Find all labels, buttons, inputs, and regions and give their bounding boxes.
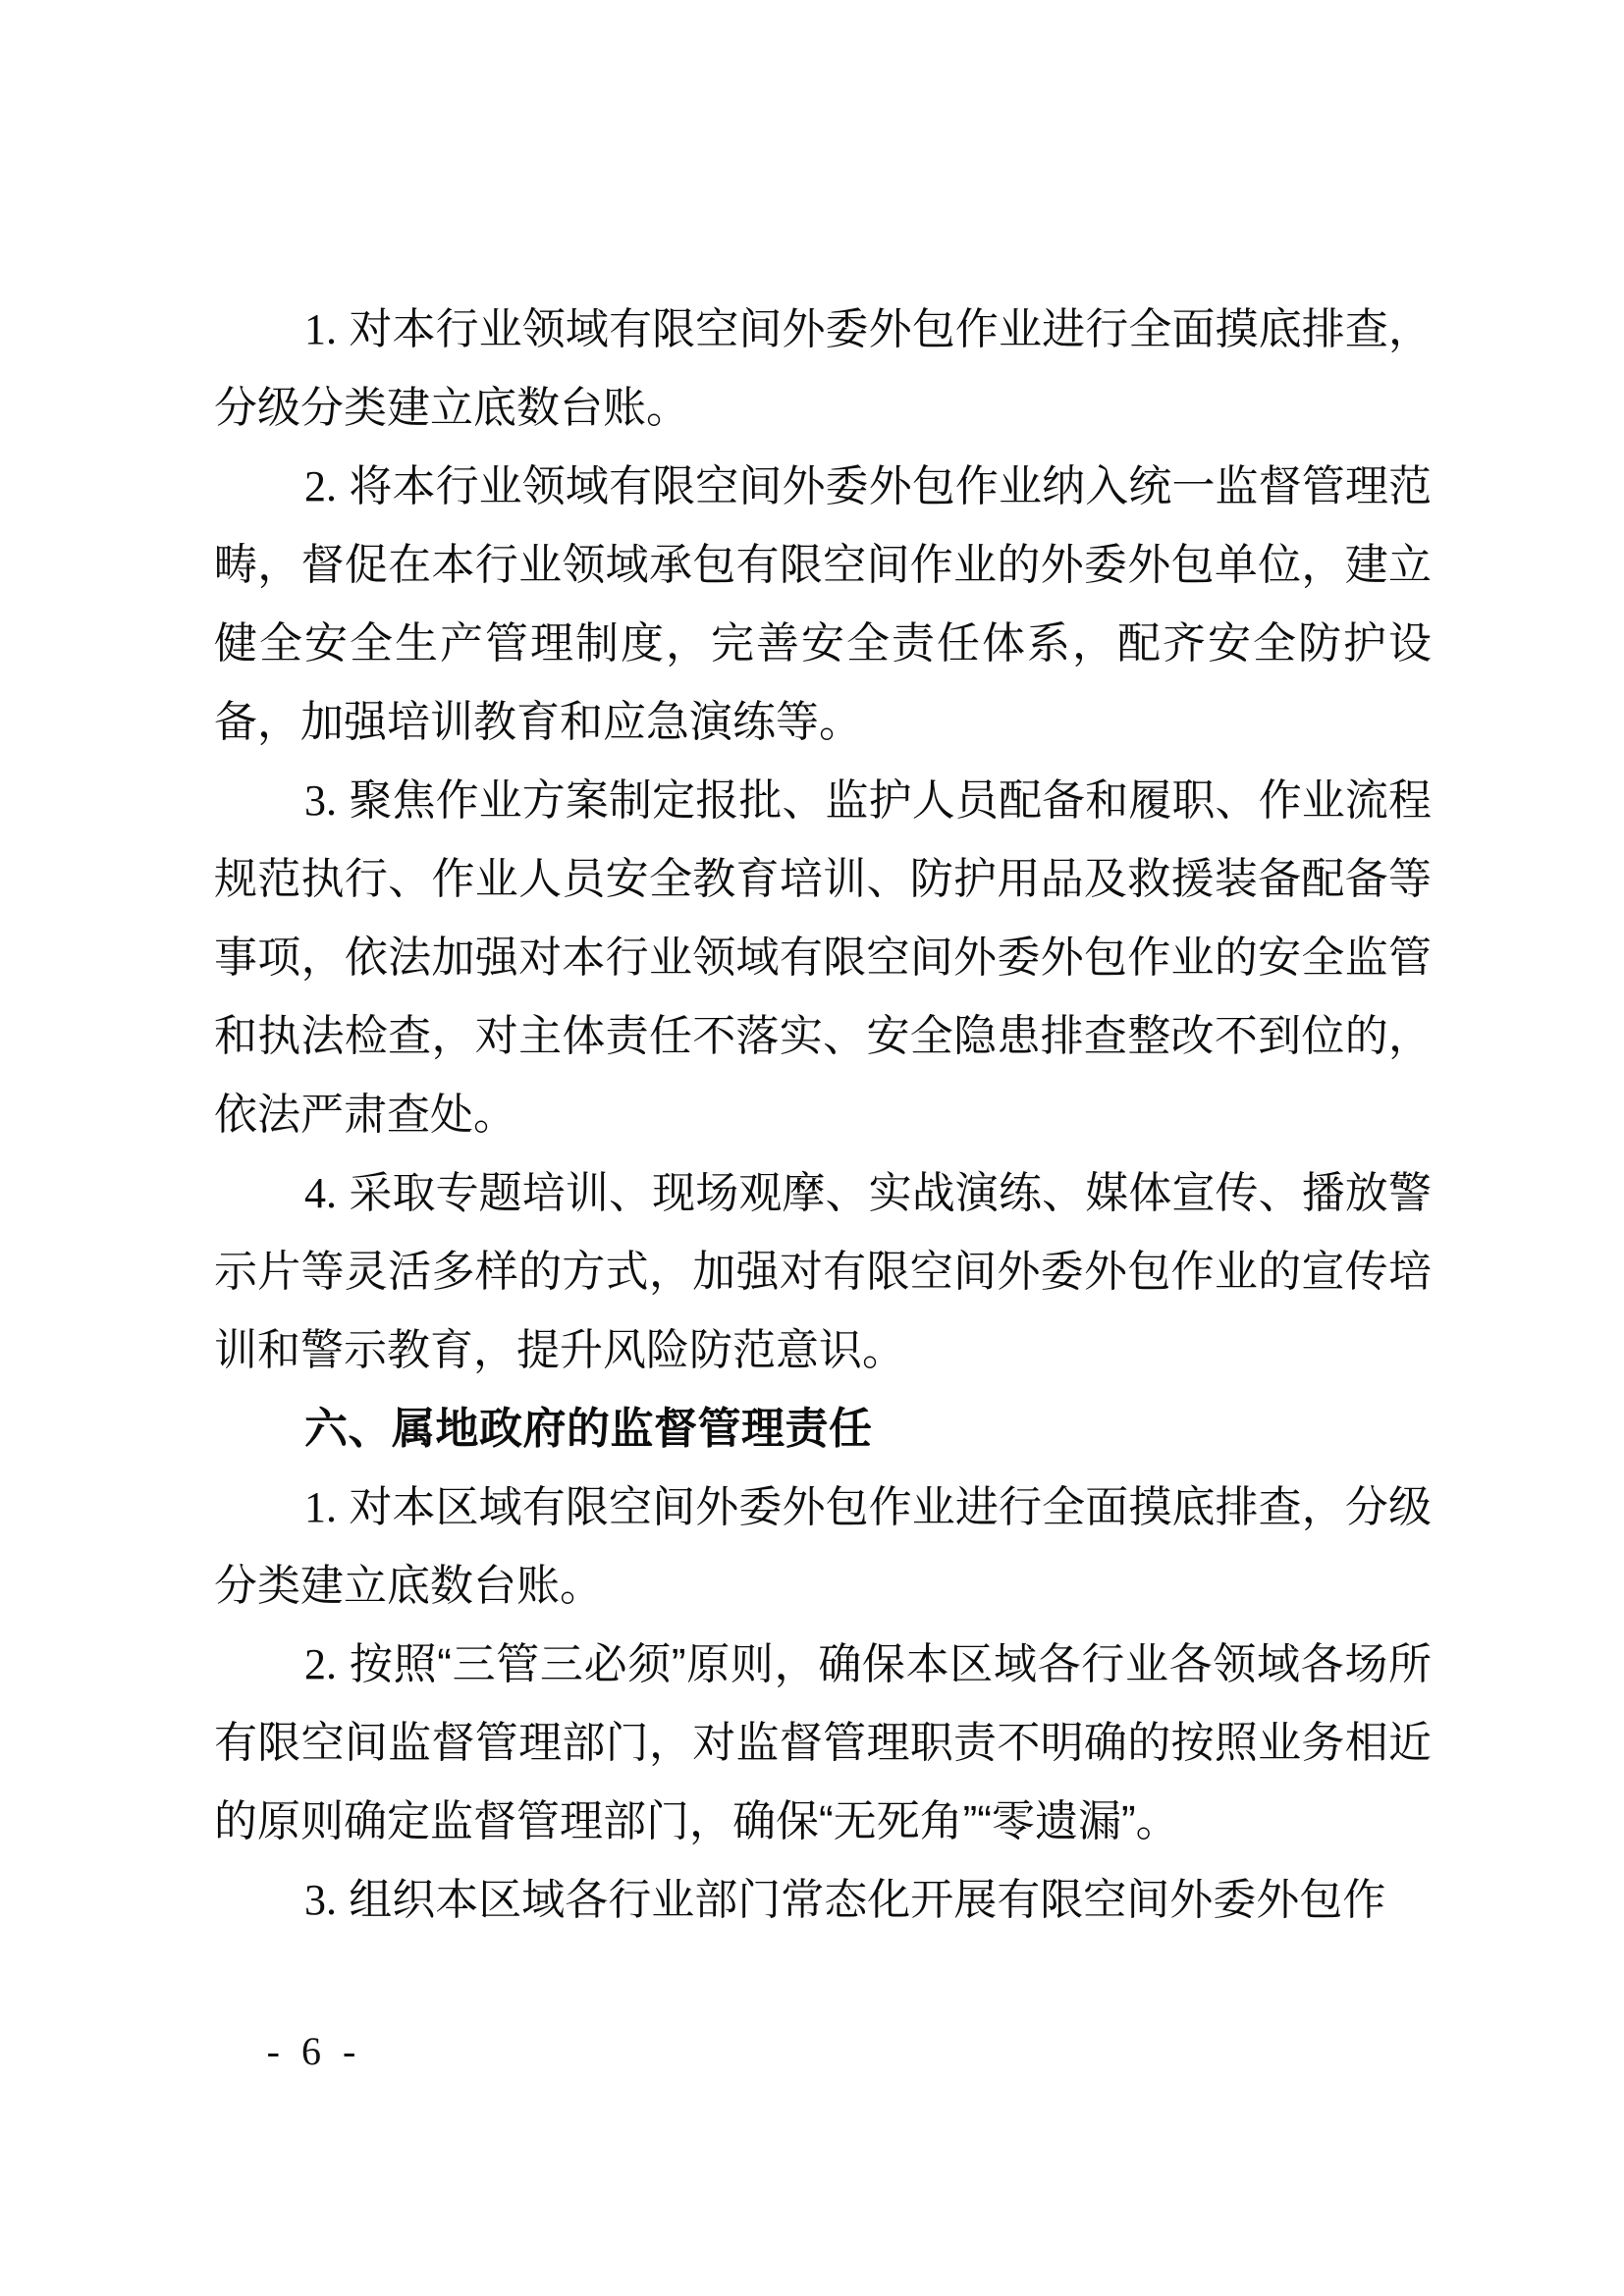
list-marker: 1. <box>304 1483 337 1531</box>
page-number: - 6 - <box>266 2029 362 2073</box>
document-text-body <box>214 291 1432 1940</box>
paragraph-text: 按照“三管三必须”原则，确保本区域各行业各领域各场所有限空间监督管理部门，对监督管理职责不明确的按照业务相近的原则确定监督管理部门，确保“无死角”“零遗漏”。 <box>214 1640 1432 1845</box>
paragraph-6-3 <box>214 1861 1432 1940</box>
list-marker: 4. <box>304 1169 337 1217</box>
paragraph-6-1 <box>214 1468 1432 1626</box>
list-marker: 2. <box>304 1640 337 1688</box>
list-marker: 2. <box>304 462 337 510</box>
list-marker: 3. <box>304 776 337 825</box>
paragraph-5-4 <box>214 1154 1432 1390</box>
paragraph-text: 对本行业领域有限空间外委外包作业进行全面摸底排查，分级分类建立底数台账。 <box>214 305 1432 432</box>
section-heading-text: 六、属地政府的监督管理责任 <box>304 1405 873 1453</box>
list-marker: 3. <box>304 1876 337 1924</box>
paragraph-5-2 <box>214 448 1432 762</box>
paragraph-text: 采取专题培训、现场观摩、实战演练、媒体宣传、播放警示片等灵活多样的方式，加强对有限空间外委外包作业的宣传培训和警示教育，提升风险防范意识。 <box>214 1169 1432 1374</box>
paragraph-text: 聚焦作业方案制定报批、监护人员配备和履职、作业流程规范执行、作业人员安全教育培训、防护用品及救援装备配备等事项，依法加强对本行业领域有限空间外委外包作业的安全监管和执法检查，对主体责任不落实、安全隐患排查整改不到位的，依法严肃查处。 <box>214 776 1432 1139</box>
paragraph-text: 对本区域有限空间外委外包作业进行全面摸底排查，分级分类建立底数台账。 <box>214 1483 1432 1610</box>
list-marker: 1. <box>304 305 337 353</box>
paragraph-text: 组织本区域各行业部门常态化开展有限空间外委外包作 <box>349 1876 1386 1924</box>
section-heading-six <box>214 1390 1432 1468</box>
paragraph-5-1 <box>214 291 1432 448</box>
paragraph-5-3 <box>214 762 1432 1154</box>
paragraph-text: 将本行业领域有限空间外委外包作业纳入统一监督管理范畴，督促在本行业领域承包有限空间作业的外委外包单位，建立健全安全生产管理制度，完善安全责任体系，配齐安全防护设备，加强培训教育和应急演练等。 <box>214 462 1432 746</box>
paragraph-6-2 <box>214 1626 1432 1861</box>
